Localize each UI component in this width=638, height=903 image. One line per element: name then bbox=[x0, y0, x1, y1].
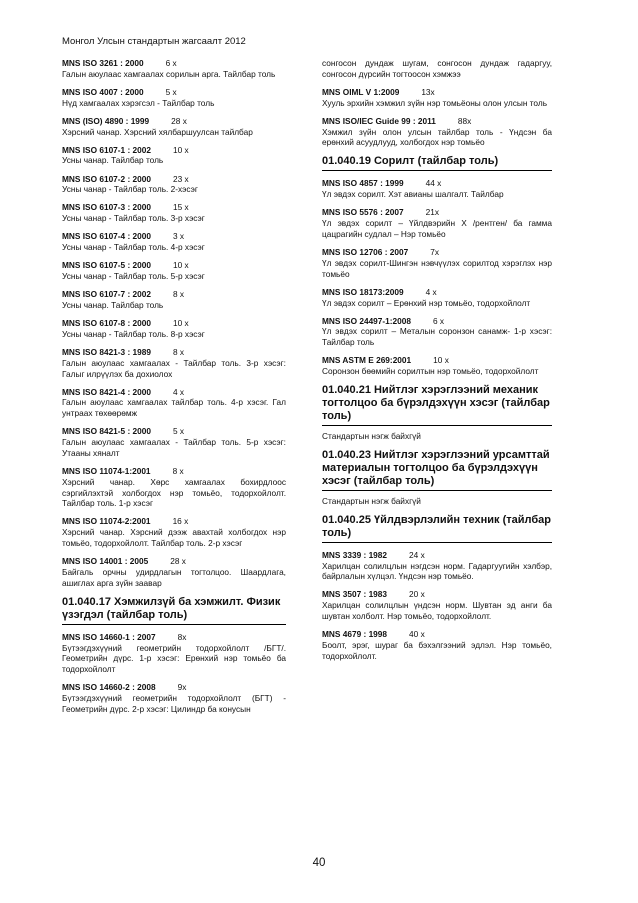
standard-code-line bbox=[322, 207, 552, 218]
standard-description: Үл эвдэх сорилт-Шингэн нэвчүүлэх сорилтод хэрэглэх нэр томьёо bbox=[322, 257, 552, 279]
standard-code: MNS ISO 14660-2 : 2008 bbox=[62, 682, 156, 693]
section-note: Стандартын нэгж байхгүй bbox=[322, 431, 421, 442]
page-count: 8 х bbox=[173, 346, 185, 357]
page-count: 7х bbox=[430, 247, 440, 258]
standard-description: Хэрсний чанар. Хөрс хамгаалах бохирдлоос сэргийлэхтэй холбогдох нэр томьёо, тодорхойлолт. Тайлбар толь. 1-р хэсэг bbox=[62, 476, 286, 509]
standard-code-line bbox=[62, 116, 286, 127]
standard-code-line bbox=[62, 318, 286, 329]
section-heading bbox=[322, 514, 552, 543]
standard-entry bbox=[62, 87, 286, 109]
page-count: 5 х bbox=[165, 86, 177, 97]
page-count: 24 х bbox=[409, 549, 425, 560]
standard-code-line bbox=[322, 87, 552, 98]
section-rule bbox=[322, 425, 552, 426]
standard-entry bbox=[62, 289, 286, 311]
standard-code-line bbox=[322, 116, 552, 127]
standard-entry bbox=[62, 347, 286, 379]
page-count: 10 х bbox=[173, 318, 189, 329]
standard-description: Харилцан солилцлын үндсэн норм. Шувтан эд анги ба шувтан холболт. Нэр томьёо, тодорхойлолт. bbox=[322, 600, 552, 622]
standard-code-line bbox=[322, 629, 552, 640]
standard-entry bbox=[62, 174, 286, 196]
section-title: 01.040.23 Нийтлэг хэрэглээний урсамттай материалын тогтолцоо ба бүрэлдэхүүн хэсэг (тайлбар толь) bbox=[322, 449, 550, 487]
page-count: 4 х bbox=[425, 286, 437, 297]
standard-entry bbox=[322, 550, 552, 582]
standard-entry bbox=[322, 87, 552, 109]
standard-description: Үл эвдэх сорилт. Хэт авианы шалгалт. Тайлбар bbox=[322, 189, 504, 200]
standard-code: MNS ISO 11074-2:2001 bbox=[62, 516, 151, 527]
standard-code: MNS ISO 14001 : 2005 bbox=[62, 556, 149, 567]
standard-code-line bbox=[62, 202, 286, 213]
standard-description: Нүд хамгаалах хэрэгсэл - Тайлбар толь bbox=[62, 97, 215, 108]
standard-code-line bbox=[62, 632, 286, 643]
standard-description: Усны чанар - Тайлбар толь. 3-р хэсэг bbox=[62, 213, 205, 224]
standard-entry bbox=[322, 589, 552, 621]
standard-code: MNS ISO 6107-2 : 2000 bbox=[62, 173, 152, 184]
right-column bbox=[322, 58, 552, 669]
standard-code: MNS ISO 4007 : 2000 bbox=[62, 86, 144, 97]
standard-description: Үл эвдэх сорилт – Металын соронзон санамж- 1-р хэсэг: Тайлбар толь bbox=[322, 326, 552, 348]
standard-entry bbox=[62, 116, 286, 138]
standard-code-line bbox=[62, 87, 286, 98]
page-count: 88х bbox=[457, 115, 472, 126]
page-count: 10 х bbox=[173, 144, 189, 155]
standard-description: Усны чанар - Тайлбар толь. 8-р хэсэг bbox=[62, 328, 205, 339]
page-count: 8 х bbox=[172, 465, 184, 476]
standard-entry bbox=[322, 629, 552, 661]
standard-code: MNS ISO 6107-7 : 2002 bbox=[62, 289, 152, 300]
standard-code-line bbox=[62, 516, 286, 527]
standard-entry bbox=[62, 426, 286, 458]
standard-entry bbox=[322, 178, 552, 200]
standard-code-line bbox=[322, 178, 552, 189]
standard-entry bbox=[62, 260, 286, 282]
page-count: 40 х bbox=[409, 629, 425, 640]
standard-code-line bbox=[62, 682, 286, 693]
standard-code: MNS ASTM E 269:2001 bbox=[322, 355, 412, 366]
standard-entry bbox=[62, 58, 286, 80]
page-count: 5 х bbox=[173, 426, 185, 437]
standard-code-line bbox=[62, 260, 286, 271]
standard-description: Бүтээгдэхүүний геометрийн тодорхойлолт /БГТ/. Геометрийн дүрс. 1-р хэсэг: Ерөнхий нэр томьёо ба тодорхойлолт bbox=[62, 642, 286, 675]
page-count: 21х bbox=[425, 207, 440, 218]
standard-code-line bbox=[322, 355, 552, 366]
page-count: 44 х bbox=[425, 178, 442, 189]
page-count: 28 х bbox=[171, 115, 187, 126]
standard-entry bbox=[322, 316, 552, 348]
section-rule bbox=[322, 542, 552, 543]
section-rule bbox=[322, 170, 552, 171]
standard-code-line bbox=[62, 426, 286, 437]
standard-code-line bbox=[322, 316, 552, 327]
section-heading bbox=[322, 155, 552, 171]
section-title: 01.040.21 Нийтлэг хэрэглээний механик тогтолцоо ба бүрэлдэхүүн хэсэг (тайлбар толь) bbox=[322, 384, 550, 423]
standard-code-line bbox=[62, 145, 286, 156]
standard-code: MNS ISO 6107-3 : 2000 bbox=[62, 202, 152, 213]
page-count: 8х bbox=[177, 631, 187, 642]
standard-entry bbox=[62, 682, 286, 714]
standard-description: Галын аюулаас хамгаалах - Тайлбар толь. 3-р хэсэг: Галыг илрүүлэх ба дохиолох bbox=[62, 357, 286, 379]
standard-code: MNS ISO 6107-5 : 2000 bbox=[62, 260, 152, 271]
page-count: 10 х bbox=[433, 355, 449, 366]
standard-description: Усны чанар - Тайлбар толь. 4-р хэсэг bbox=[62, 242, 205, 253]
standard-code: MNS ISO 24497-1:2008 bbox=[322, 315, 412, 326]
standard-code-line bbox=[322, 287, 552, 298]
section-rule bbox=[322, 490, 552, 491]
standard-description: Хууль эрхийн хэмжил зүйн нэр томьёоны олон улсын толь bbox=[322, 97, 548, 108]
page-number: 40 bbox=[312, 857, 326, 869]
section-title: 01.040.17 Хэмжилзүй ба хэмжилт. Физик үзэгдэл (тайлбар толь) bbox=[62, 595, 281, 621]
page-count: 10 х bbox=[173, 260, 189, 271]
page-count: 6 х bbox=[433, 315, 445, 326]
standard-description: Усны чанар - Тайлбар толь. 5-р хэсэг bbox=[62, 271, 205, 282]
section-title: 01.040.19 Сорилт (тайлбар толь) bbox=[322, 155, 499, 168]
standard-entry bbox=[62, 202, 286, 224]
standard-description: Үл эвдэх сорилт – Ерөнхий нэр томьёо, тодорхойлолт bbox=[322, 297, 531, 308]
page-count: 6 х bbox=[165, 58, 177, 68]
standard-code: MNS 3339 : 1982 bbox=[322, 549, 388, 560]
standard-entry bbox=[62, 387, 286, 419]
standard-code-line bbox=[62, 174, 286, 185]
standard-description: Боолт, эрэг, шураг ба бэхэлгээний эдлэл. Нэр томьёо, тодорхойлолт. bbox=[322, 639, 552, 661]
standard-code-line bbox=[62, 387, 286, 398]
standard-code-line bbox=[322, 589, 552, 600]
section-heading bbox=[322, 449, 552, 507]
standard-entry bbox=[322, 287, 552, 309]
continued-text: сонгосон дундаж шугам, сонгосон дундаж гадаргуу, сонгосон дүрсийн тогтоосон хэмжээ bbox=[322, 58, 552, 79]
page-header: Монгол Улсын стандартын жагсаалт 2012 bbox=[62, 36, 246, 47]
standard-code: MNS 3507 : 1983 bbox=[322, 589, 388, 600]
standard-code: MNS ISO 8421-5 : 2000 bbox=[62, 426, 152, 437]
page-count: 8 х bbox=[173, 289, 185, 300]
left-column bbox=[62, 58, 286, 722]
standard-code-line bbox=[62, 231, 286, 242]
standard-entry bbox=[322, 116, 552, 148]
standard-code: MNS ISO 3261 : 2000 bbox=[62, 58, 144, 68]
standard-code: MNS 4679 : 1998 bbox=[322, 629, 388, 640]
standard-code: MNS ISO 14660-1 : 2007 bbox=[62, 631, 156, 642]
standard-code: MNS ISO 4857 : 1999 bbox=[322, 178, 404, 189]
standard-code-line bbox=[62, 556, 286, 567]
page-count: 13х bbox=[421, 86, 435, 97]
standard-description: Хэрсний чанар. Хэрсний хялбаршуулсан тайлбар bbox=[62, 126, 253, 137]
section-heading bbox=[322, 384, 552, 442]
section-title: 01.040.25 Үйлдвэрлэлийн техник (тайлбар толь) bbox=[322, 513, 551, 539]
section-rule bbox=[62, 624, 286, 625]
section-note: Стандартын нэгж байхгүй bbox=[322, 496, 421, 506]
standard-code: MNS ISO 5576 : 2007 bbox=[322, 207, 404, 218]
page-count: 16 х bbox=[172, 516, 189, 527]
standard-description: Галын аюулаас хамгаалах сорилын арга. Тайлбар толь bbox=[62, 68, 276, 79]
page-count: 4 х bbox=[173, 386, 185, 397]
standard-entry bbox=[62, 632, 286, 675]
standard-code-line bbox=[322, 550, 552, 561]
standard-entry bbox=[322, 247, 552, 279]
page-count: 3 х bbox=[173, 231, 185, 242]
page-count: 15 х bbox=[173, 202, 189, 213]
standard-description: Байгаль орчны удирдлагын тогтолцоо. Шаардлага, ашиглах арга зүйн заавар bbox=[62, 566, 286, 588]
standard-entry bbox=[62, 145, 286, 167]
standard-description: Усны чанар. Тайлбар толь bbox=[62, 155, 164, 166]
standard-code: MNS ISO 12706 : 2007 bbox=[322, 247, 409, 258]
standard-code: MNS ISO 18173:2009 bbox=[322, 286, 404, 297]
standard-code: MNS (ISO) 4890 : 1999 bbox=[62, 115, 150, 126]
standard-description: Хэмжил зүйн олон улсын тайлбар толь - Үндсэн ба ерөнхий асуудлууд, холбогдох нэр томьёо bbox=[322, 126, 552, 148]
standard-code-line bbox=[322, 247, 552, 258]
standard-code: MNS ISO 6107-8 : 2000 bbox=[62, 318, 152, 329]
page-count: 28 х bbox=[170, 556, 186, 567]
standard-code-line bbox=[62, 347, 286, 358]
standard-description: Соронзон бөөмийн сорилтын нэр томьёо, тодорхойлолт bbox=[322, 366, 539, 377]
section-heading bbox=[62, 596, 286, 625]
standard-code: MNS ISO 8421-4 : 2000 bbox=[62, 386, 152, 397]
standard-code: MNS ISO 8421-3 : 1989 bbox=[62, 346, 152, 357]
standard-entry bbox=[62, 556, 286, 588]
standard-description: Хэрсний чанар. Хэрсний дээж авахтай холбогдох нэр томьёо, тодорхойлолт. Тайлбар толь. 2-р хэсэг bbox=[62, 527, 286, 549]
standard-description: Бүтээгдэхүүний геометрийн тодорхойлолт (БГТ) - Геометрийн дүрс. 2-р хэсэг: Цилиндр ба конусын bbox=[62, 693, 286, 714]
standard-description: Усны чанар. Тайлбар толь bbox=[62, 299, 164, 310]
standard-entry bbox=[322, 207, 552, 239]
standard-code: MNS ISO 6107-4 : 2000 bbox=[62, 231, 152, 242]
standard-description: Усны чанар - Тайлбар толь. 2-хэсэг bbox=[62, 184, 198, 195]
standard-description: Харилцан солилцлын нэгдсэн норм. Гадаргуугийн хэлбэр, байрлалын хүлцэл. Үндсэн нэр томьёо. bbox=[322, 560, 552, 582]
standard-code: MNS ISO 11074-1:2001 bbox=[62, 465, 151, 476]
standard-entry bbox=[322, 355, 552, 377]
standard-code-line bbox=[62, 466, 286, 477]
standard-entry bbox=[62, 516, 286, 548]
standard-code: MNS ISO/IEC Guide 99 : 2011 bbox=[322, 115, 436, 126]
page-count: 9х bbox=[177, 682, 187, 693]
standard-description: Галын аюулаас хамгаалах - Тайлбар толь. 5-р хэсэг: Утааны хяналт bbox=[62, 437, 286, 458]
standard-code-line bbox=[62, 289, 286, 300]
standard-entry bbox=[62, 318, 286, 340]
standard-entry bbox=[62, 231, 286, 253]
page-count: 23 х bbox=[173, 173, 189, 184]
standard-entry bbox=[62, 466, 286, 509]
standard-code: MNS ISO 6107-1 : 2002 bbox=[62, 144, 152, 155]
standard-description: Үл эвдэх сорилт – Үйлдвэрийн X /рентген/ ба гамма цацрагийн судлал – Нэр томьёо bbox=[322, 218, 552, 239]
standard-code: MNS OIML V 1:2009 bbox=[322, 86, 400, 97]
page-count: 20 х bbox=[409, 589, 425, 600]
standard-description: Галын аюулаас хамгаалах тайлбар толь. 4-р хэсэг. Гал унтраах төхөөрөмж bbox=[62, 397, 286, 419]
standard-code-line bbox=[62, 58, 286, 69]
